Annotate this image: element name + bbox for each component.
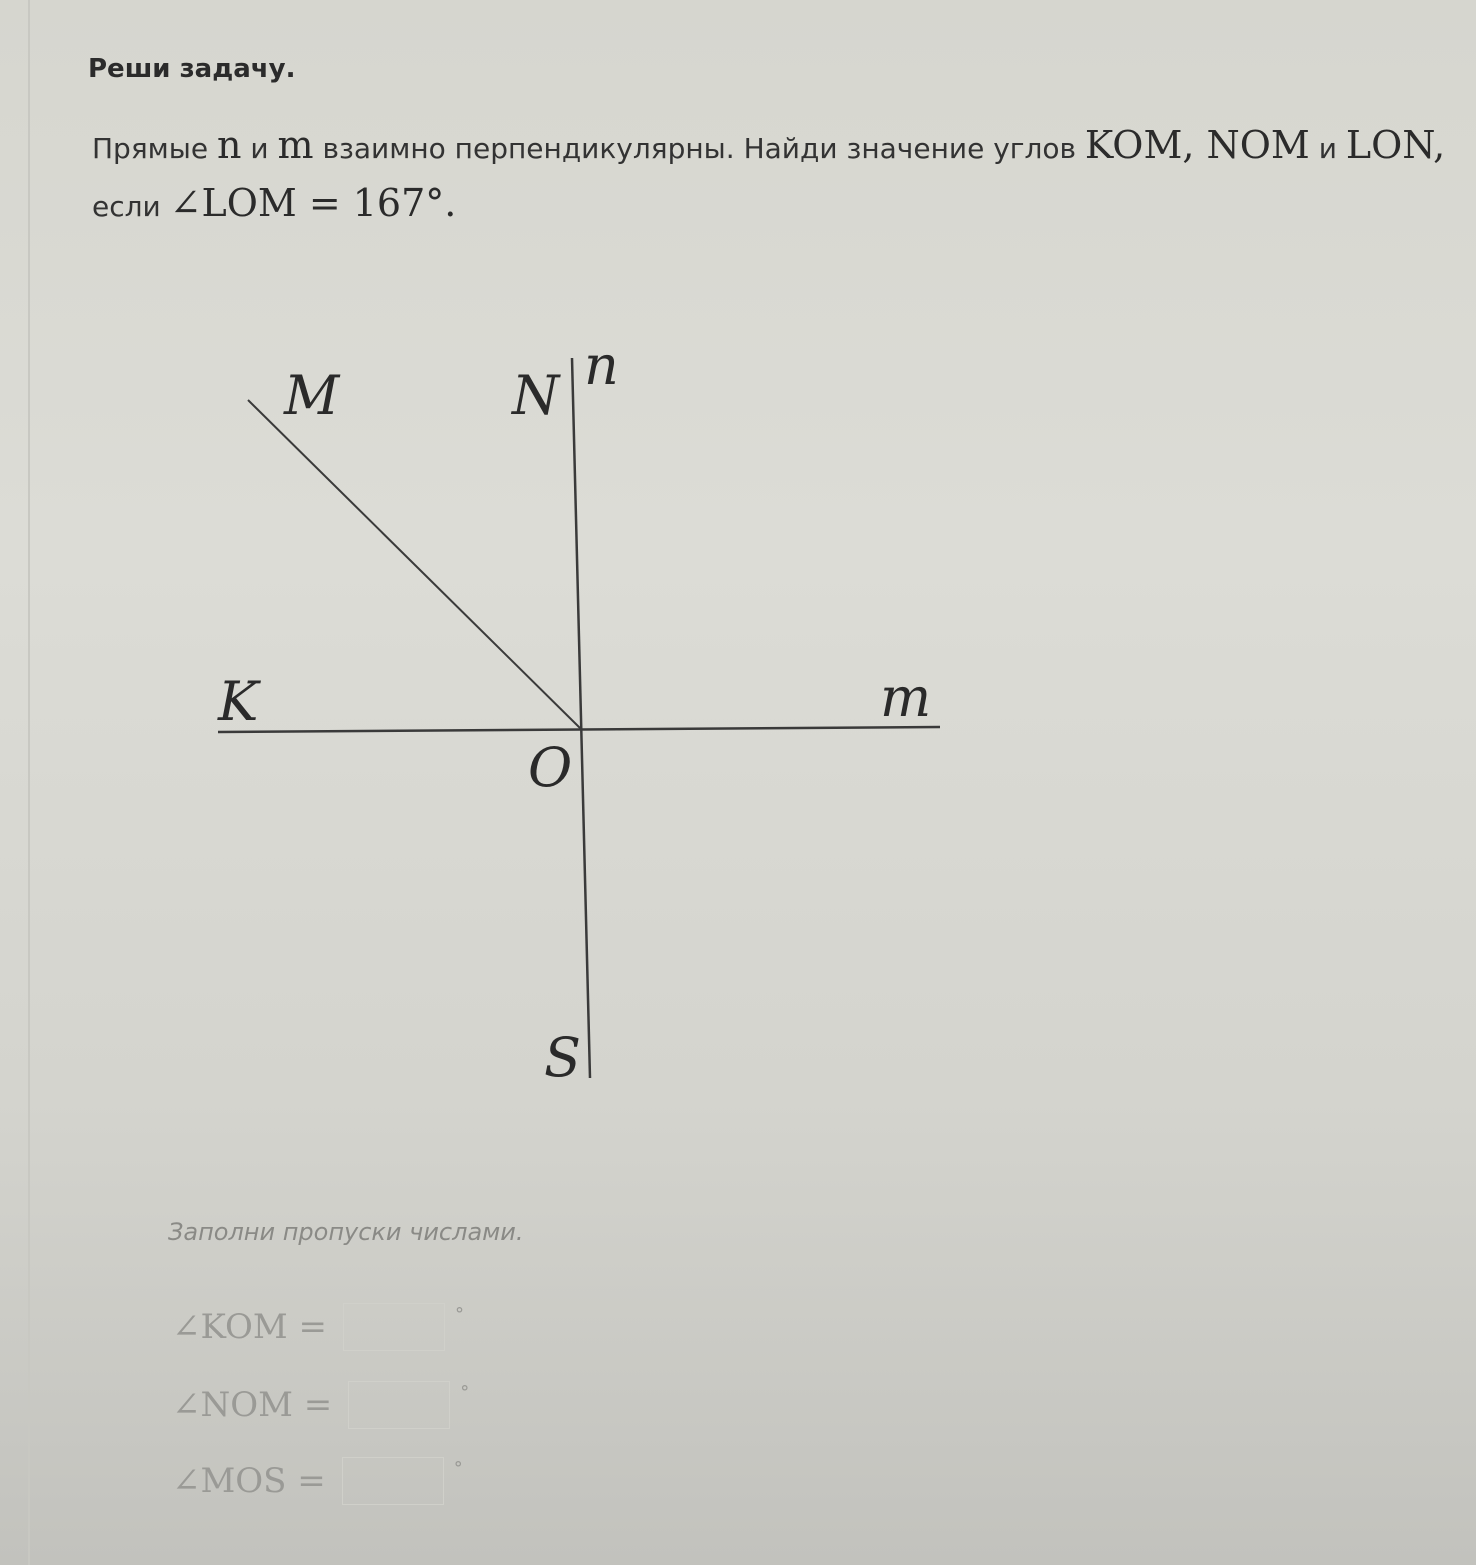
instruction-text: Заполни пропуски числами. — [168, 1218, 524, 1246]
given-angle: ∠LOM = 167° — [169, 181, 445, 225]
ray-om — [248, 400, 582, 730]
angle-nom-name: NOM — [1206, 123, 1310, 167]
separator: , — [1182, 123, 1207, 167]
angle-lon-name: LON — [1345, 123, 1434, 167]
label-n-line: n — [584, 334, 619, 397]
label-n-point: N — [512, 364, 560, 427]
answer-label: ∠MOS = — [172, 1461, 326, 1501]
statement-text: если — [92, 190, 170, 223]
answer-label: ∠KOM = — [172, 1307, 327, 1347]
statement-text: взаимно перпендикулярны. Найди значение углов — [313, 132, 1085, 165]
answer-row-mos — [172, 1456, 463, 1506]
label-s-point: S — [544, 1026, 581, 1089]
answer-input-nom[interactable] — [348, 1381, 450, 1429]
answer-row-kom — [172, 1302, 464, 1352]
degree-sign: ° — [453, 1458, 463, 1479]
statement-text: Прямые — [92, 132, 218, 165]
line-n — [572, 358, 590, 1078]
statement-end: . — [444, 181, 457, 225]
statement-text: и — [1309, 132, 1346, 165]
line-n-name: n — [217, 123, 242, 167]
statement-text: и — [241, 132, 278, 165]
degree-sign: ° — [460, 1382, 470, 1403]
angle-kom-name: KOM — [1084, 123, 1183, 167]
degree-sign: ° — [454, 1304, 464, 1325]
label-o-point: O — [528, 736, 573, 799]
line-m-name: m — [277, 123, 314, 167]
task-title: Реши задачу. — [88, 54, 296, 84]
label-k-point: K — [218, 670, 259, 733]
label-m-point: M — [284, 364, 340, 427]
answer-input-mos[interactable] — [342, 1457, 444, 1505]
label-m-line: m — [880, 666, 932, 729]
answer-row-nom — [172, 1380, 469, 1430]
answer-input-kom[interactable] — [343, 1303, 445, 1351]
answer-label: ∠NOM = — [172, 1385, 333, 1425]
separator: , — [1433, 123, 1446, 167]
